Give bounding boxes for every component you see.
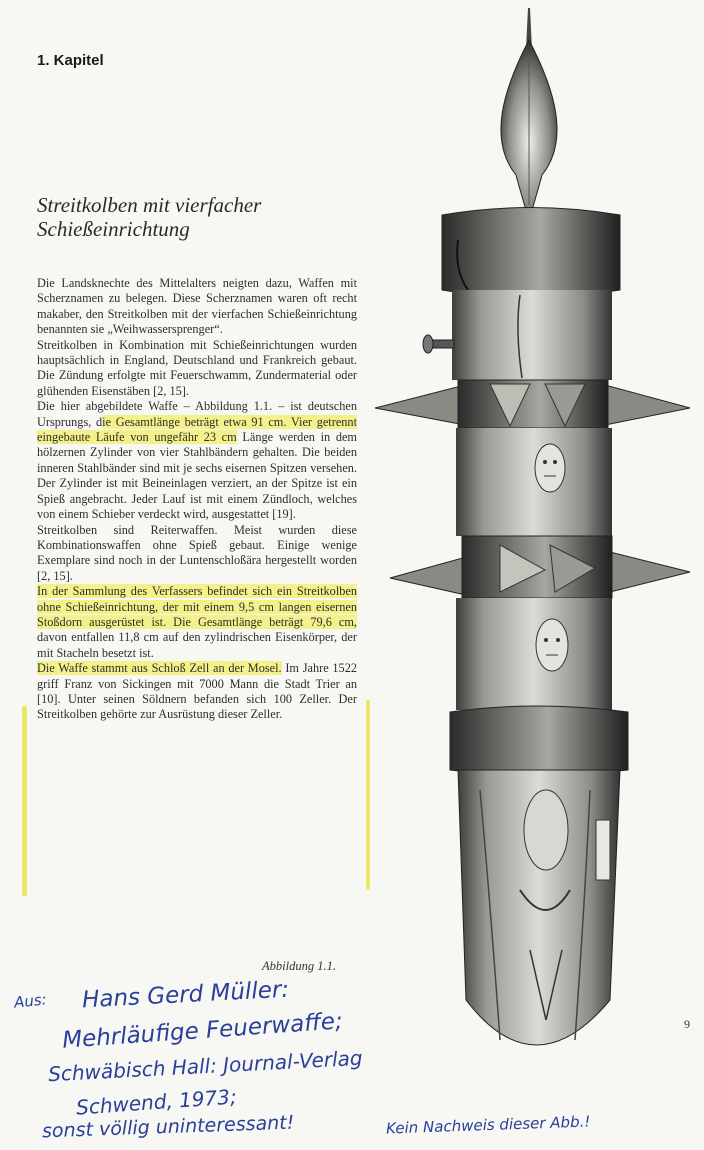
- article-title: [37, 193, 357, 241]
- wood-body-1: [452, 290, 612, 380]
- handwriting-line-5: sonst völlig uninteressant!: [41, 1111, 295, 1143]
- title-line-1: Streitkolben mit vierfacher: [37, 193, 262, 217]
- lower-spike-right: [610, 552, 690, 592]
- figure-caption: Abbildung 1.1.: [262, 959, 336, 973]
- paragraph-5-rest: davon entfallen 11,8 cm auf den zylindrischen Eisenkörper, der mit Stacheln besetzt ist.: [37, 630, 357, 660]
- paragraph-4: Streitkolben sind Reiterwaffen. Meist wurden diese Kombinationswaffen ohne Spieß gebaut. Einige wenige Exemplare sind noch in der Luntenschloßära hergestellt worden [2, 15].: [37, 522, 357, 583]
- paragraph-3: [37, 399, 357, 522]
- handwriting-line-4: Schwend, 1973;: [75, 1084, 238, 1120]
- wood-body-2: [456, 428, 612, 536]
- upper-spike-left: [375, 385, 465, 425]
- weapon-illustration: [370, 0, 704, 1130]
- handwriting-line-3: Schwäbisch Hall: Journal-Verlag: [47, 1045, 364, 1087]
- highlight-length: ie Gesamtlänge beträgt etwa 91 cm. Vier getrennt eingebaute Läufe von ungefähr 23 cm: [37, 414, 357, 445]
- paragraph-5: [37, 584, 357, 661]
- chapter-heading: 1. Kapitel: [37, 52, 104, 69]
- top-ring: [442, 208, 620, 298]
- face-inlay-2: [536, 619, 568, 671]
- lower-spike-left: [390, 556, 470, 596]
- margin-highlight-mark: [22, 706, 27, 896]
- paragraph-3-start: Die hier abgebildete Waffe – Abbildung 1.1. – ist deutschen Ursprungs, d: [37, 399, 357, 429]
- handwriting-source-prefix: Aus:: [13, 990, 48, 1012]
- handwriting-line-1: Hans Gerd Müller:: [81, 976, 290, 1014]
- title-line-2: Schießeinrichtung: [37, 217, 190, 241]
- face-inlay-1: [535, 444, 565, 492]
- upper-band: [458, 380, 608, 428]
- paragraph-2: Streitkolben in Kombination mit Schießeinrichtungen wurden hauptsächlich in England, Deutschland und Frankreich gebaut. Die Zündung erfolgte mit Feuerschwamm, Zundermaterial oder glühenden Eisenstäben [2, 15].: [37, 337, 357, 398]
- paragraph-1: Die Landsknechte des Mittelalters neigten dazu, Waffen mit Scherznamen zu belegen. Diese Scherznamen waren oft recht makaber, den Streitkolben mit der vierfachen Schießeinrichtung benannten sie „Weihwassersprenger“.: [37, 276, 357, 337]
- upper-spike-right: [605, 385, 690, 425]
- page-number: 9: [684, 1017, 690, 1031]
- slider-peg: [430, 340, 454, 348]
- highlight-origin: Die Waffe stammt aus Schloß Zell an der Mosel.: [37, 661, 282, 676]
- bottom-ring: [450, 706, 628, 775]
- article-body: [37, 276, 357, 723]
- paragraph-3-rest: Länge werden in dem hölzernen Zylinder von vier Stahlbändern gehalten. Die beiden inneren Stahlbänder sind mit je sechs eisernen Spitzen versehen. Der Zylinder ist mit Beineinlagen verziert, an der Spitze ist ein Spieß angebracht. Jeder Lauf ist mit einem Zündloch, welches von einem Schieber verdeckt wird, ausgestattet [19].: [37, 430, 357, 522]
- highlight-collection: In der Sammlung des Verfassers befindet sich ein Streitkolben ohne Schießeinrichtung, der mit einem 9,5 cm langen eisernen Stoßdorn ausgerüstet ist. Die Gesamtlänge beträgt 79,6 cm,: [37, 584, 357, 629]
- carved-figure: [524, 790, 568, 870]
- paragraph-6-rest: Im Jahre 1522 griff Franz von Sickingen mit 7000 Mann die Stadt Trier an [10]. Unter seinen Söldnern befanden sich 100 Zeller. Der Streitkolben gehörte zur Ausrüstung dieser Zeller.: [37, 661, 357, 722]
- wood-body-3: [456, 598, 612, 710]
- paragraph-6: [37, 661, 357, 723]
- handwriting-line-2: Mehrläufige Feuerwaffe;: [61, 1008, 344, 1054]
- handwriting-note: Kein Nachweis dieser Abb.!: [385, 1112, 591, 1138]
